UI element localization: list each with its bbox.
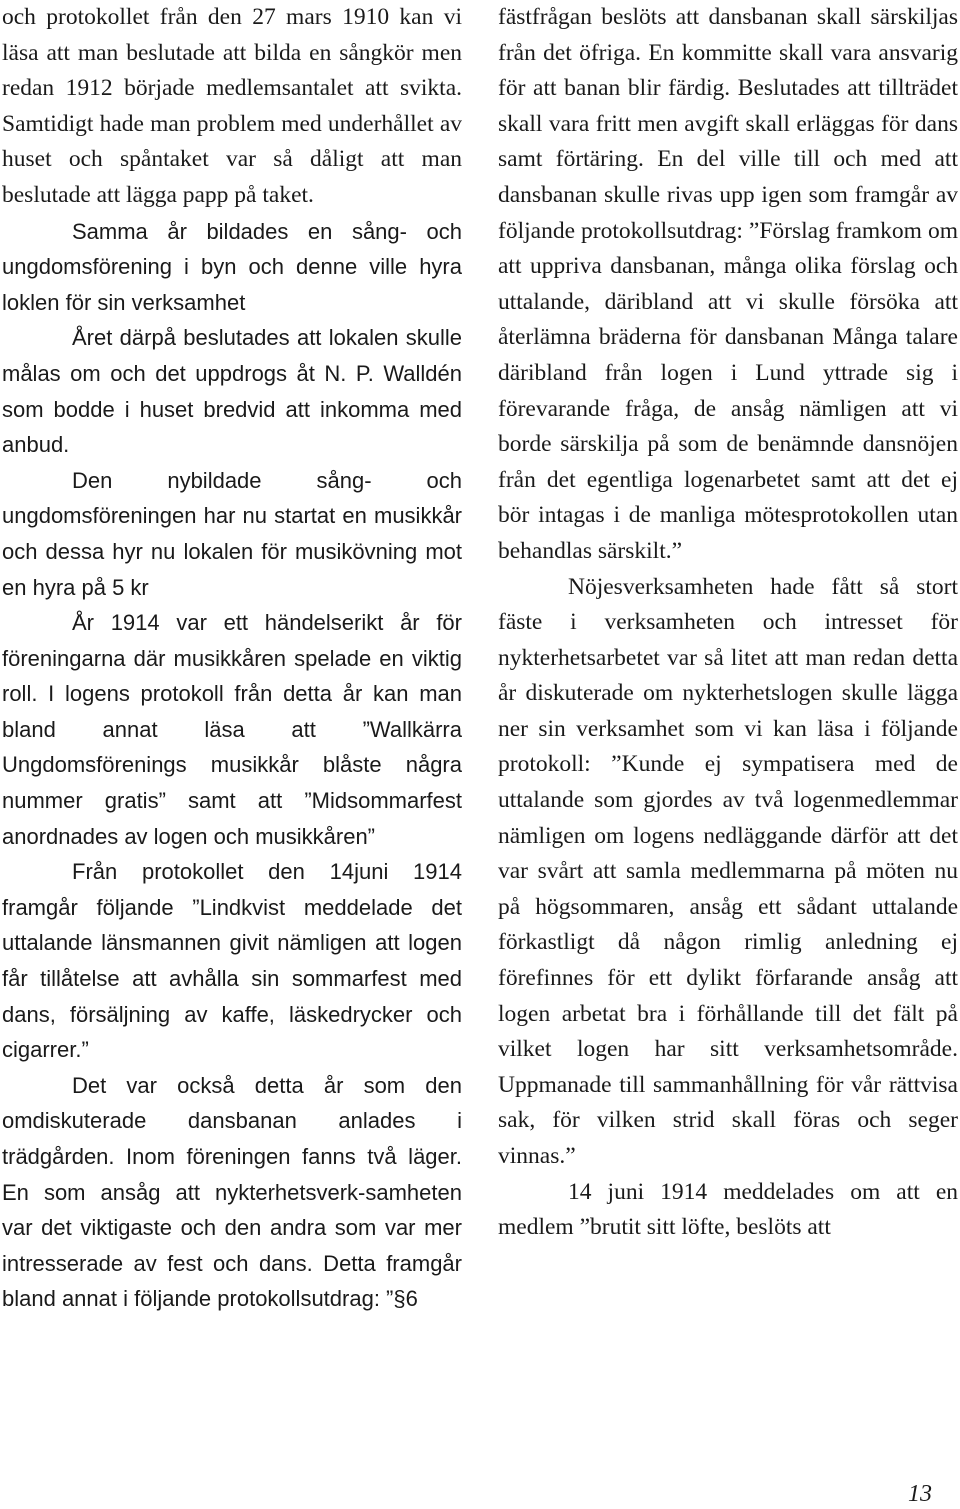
paragraph: Samma år bildades en sång- och ungdomsförening i byn och denne ville hyra loklen för sin verksamhet <box>2 218 462 315</box>
paragraph: fästfrågan beslöts att dansbanan skall särskiljas från det öfriga. En kommitte skall vara ansvarig för att banan blir färdig. Beslutades att tillträdet skall vara fritt men avgift skall erläggas för dans samt förtäring. En del ville till och med att dansbanan skulle rivas upp igen som framgår av följande protokollsutdrag: ”Förslag framkom om att uppriva dansbanan, många olika förslag och uttalande, däribland att vi skulle försöka att återlämna bräderna för dansbanan Många talare däribland från logen i Lund yttrade sig i förevarande fråga, de ansåg nämligen att vi borde särskilja på som de benämnde dansnöjen från det egentliga logenarbetet samt att det ej bör intagas i de manliga mötesprotokollen utan behandlas särskilt.” <box>498 4 958 564</box>
page-number: 13 <box>908 1481 932 1507</box>
left-column <box>2 0 462 1317</box>
paragraph: Nöjesverksamheten hade fått så stort fäste i verksamheten och intresset för nykterhetsarbetet var så litet att man redan detta år diskuterade om nykterhetslogen skulle lägga ner sin verksamhet som vi kan läsa i följande protokoll: ”Kunde ej sympatisera med de uttalande som gjordes av två logenmedlemmar nämligen om logens nedläggande därför att det var svårt att samla medlemmarna på möten nu på högsommaren, ansåg ett sådant uttalande förkastligt då någon rimlig anledning ej förefinnes för ett dylikt förfarande ansåg att logen arbetat bra i förhållande till det fält på vilket logen har sitt verksamhetsområde. Uppmanade till sammanhållning för vår rättvisa sak, för vilken strid skall föras och seger vinnas.” <box>498 573 958 1169</box>
right-column <box>498 0 958 1246</box>
paragraph: Året därpå beslutades att lokalen skulle målas om och det uppdrogs åt N. P. Walldén som bodde i huset bredvid att inkomma med anbud. <box>2 325 462 458</box>
paragraph: År 1914 var ett händelserikt år för föreningarna där musikkåren spelade en viktig roll. I logens protokoll från detta år kan man bland annat läsa att ”Wallkärra Ungdomsförenings musikkår blåste några nummer gratis” samt att ”Midsommarfest anordnades av logen och musikkåren” <box>2 610 462 849</box>
paragraph: Det var också detta år som den omdiskuterade dansbanan anlades i trädgården. Inom föreningen fanns två läger. En som ansåg att nykterhetsverk-samheten var det viktigaste och den andra som var mer intresserade av fest och dans. Detta framgår bland annat i följande protokollsutdrag: ”§6 <box>2 1072 462 1312</box>
paragraph: och protokollet från den 27 mars 1910 kan vi läsa att man beslutade att bilda en sångkör men redan 1912 började medlemsantalet att svikta. Samtidigt hade man problem med underhållet av huset och spåntaket var så dåligt att man beslutade att lägga papp på taket. <box>2 4 462 208</box>
paragraph: Från protokollet den 14juni 1914 framgår följande ”Lindkvist meddelade det uttalande länsmannen givit nämligen att logen får tillåtelse att avhålla sin sommarfest med dans, försäljning av kaffe, läskedrycker och cigarrer.” <box>2 859 462 1063</box>
paragraph: 14 juni 1914 meddelades om att en medlem ”brutit sitt löfte, beslöts att <box>498 1178 958 1241</box>
paragraph: Den nybildade sång- och ungdomsföreningen har nu startat en musikkår och dessa hyr nu lokalen för musikövning mot en hyra på 5 kr <box>2 467 462 600</box>
